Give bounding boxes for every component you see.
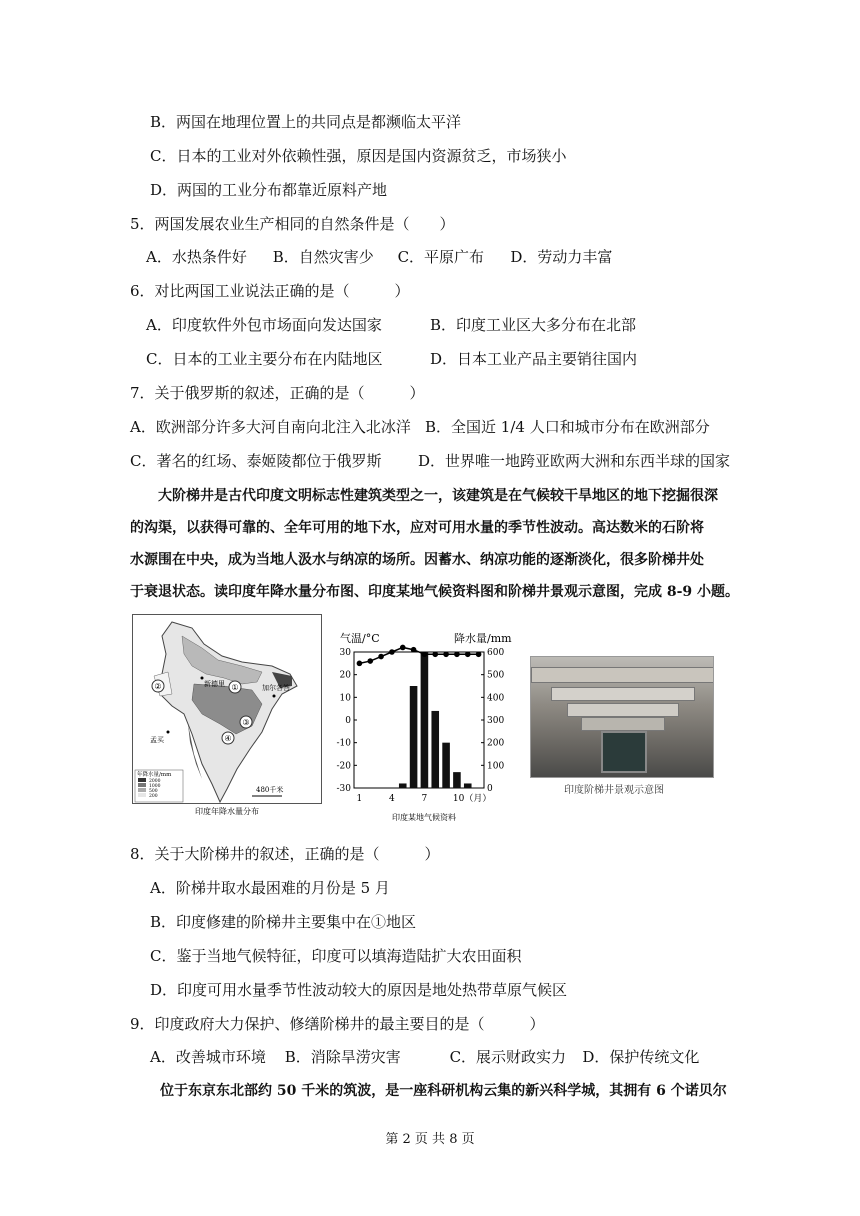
precipitation-bar	[399, 783, 407, 788]
climate-x-tick: 1	[356, 794, 363, 804]
q6-option-b: B．印度工业区大多分布在北部	[430, 316, 637, 334]
map-legend-item: 2000	[149, 779, 161, 784]
precipitation-bar	[410, 686, 418, 788]
precipitation-bar	[421, 652, 429, 788]
q5-option: A．水热条件好	[146, 248, 247, 266]
q9-option: B．消除旱涝灾害	[284, 1048, 401, 1066]
q8-option-b: B．印度修建的阶梯井主要集中在①地区	[150, 913, 417, 931]
map-label-delhi: 新德里	[204, 680, 225, 688]
temperature-point	[411, 647, 417, 653]
temperature-point	[367, 658, 373, 664]
q9-options	[150, 1047, 699, 1067]
temperature-point	[454, 651, 460, 657]
climate-x-tick: 4	[389, 794, 395, 804]
q5-options	[146, 247, 612, 267]
temperature-line	[359, 647, 478, 663]
temperature-point	[443, 651, 449, 657]
map-label-mumbai: 孟买	[150, 736, 164, 744]
map-region-3: ③	[242, 718, 250, 727]
stepwell-photo	[530, 656, 714, 778]
climate-left-tick: 20	[339, 670, 351, 681]
climate-right-axis-title: 降水量/mm	[454, 632, 512, 645]
map-region-2: ②	[154, 682, 162, 691]
q7-option-c: C．著名的红场、泰姬陵都位于俄罗斯	[130, 452, 382, 470]
q9-option: A．改善城市环境	[150, 1048, 266, 1066]
temperature-point	[400, 645, 406, 651]
q4-option-c: C．日本的工业对外依赖性强，原因是国内资源贫乏，市场狭小	[150, 147, 567, 165]
temperature-point	[357, 661, 363, 667]
climate-right-tick: 400	[487, 693, 505, 704]
temperature-point	[389, 649, 395, 655]
climate-right-tick: 100	[487, 761, 505, 772]
q6-option-a: A．印度软件外包市场面向发达国家	[146, 316, 382, 334]
stepwell-caption: 印度阶梯井景观示意图	[564, 785, 664, 796]
map-region-1: ①	[231, 683, 239, 692]
climate-left-tick: 10	[339, 693, 351, 704]
map-label-kolkata: 加尔各答	[262, 684, 290, 692]
q6-stem: 6．对比两国工业说法正确的是（ ）	[130, 282, 410, 300]
passage-line: 的沟渠，以获得可靠的、全年可用的地下水，应对可用水量的季节性波动。高达数米的石阶将	[130, 520, 704, 536]
passage-line: 水源围在中央，成为当地人汲水与纳凉的场所。因蓄水、纳凉功能的逐渐淡化，很多阶梯井处	[130, 552, 704, 568]
q6-option-c: C．日本的工业主要分布在内陆地区	[146, 350, 383, 368]
q9-option: D．保护传统文化	[582, 1048, 700, 1066]
passage2-line: 位于东京东北部约 50 千米的筑波，是一座科研机构云集的新兴科学城，其拥有 6 个诺贝尔	[160, 1083, 727, 1099]
map-legend-item: 500	[149, 789, 158, 794]
q5-stem: 5．两国发展农业生产相同的自然条件是（ ）	[130, 215, 455, 233]
precipitation-bar	[431, 711, 439, 788]
passage-line: 大阶梯井是古代印度文明标志性建筑类型之一，该建筑是在气候较干旱地区的地下挖掘很深	[158, 488, 718, 504]
q9-stem: 9．印度政府大力保护、修缮阶梯井的最主要目的是（ ）	[130, 1015, 545, 1033]
climate-left-tick: -30	[336, 784, 351, 794]
climate-plot-frame	[354, 652, 484, 788]
q4-option-b: B．两国在地理位置上的共同点是都濒临太平洋	[150, 113, 462, 131]
q8-option-d: D．印度可用水量季节性波动较大的原因是地处热带草原气候区	[150, 981, 568, 999]
climate-x-tick: 10（月）	[452, 794, 492, 804]
q7-stem: 7．关于俄罗斯的叙述，正确的是（ ）	[130, 384, 425, 402]
q8-stem: 8．关于大阶梯井的叙述，正确的是（ ）	[130, 845, 440, 863]
q5-option: B．自然灾害少	[272, 248, 374, 266]
climate-x-tick: 7	[421, 794, 428, 804]
page-footer: 第 2 页 共 8 页	[385, 1132, 475, 1147]
climate-right-tick: 200	[487, 738, 505, 749]
map-region-4: ④	[224, 734, 232, 743]
climate-caption: 印度某地气候资料	[392, 813, 456, 822]
temperature-point	[432, 651, 438, 657]
q5-option: D．劳动力丰富	[510, 248, 613, 266]
temperature-point	[422, 651, 428, 657]
q6-option-d: D．日本工业产品主要销往国内	[430, 350, 638, 368]
climate-left-tick: 0	[345, 716, 351, 726]
climate-left-tick: -10	[336, 738, 351, 749]
climate-right-tick: 600	[487, 648, 505, 658]
temperature-point	[378, 654, 384, 660]
q8-option-c: C．鉴于当地气候特征，印度可以填海造陆扩大农田面积	[150, 947, 522, 965]
climate-right-tick: 500	[487, 670, 505, 681]
climate-left-axis-title: 气温/°C	[340, 632, 380, 645]
map-legend-title: 年降水量/mm	[137, 772, 172, 778]
climate-left-tick: -20	[336, 761, 351, 772]
climate-left-tick: 30	[339, 648, 351, 658]
q7-option-a: A．欧洲部分许多大河自南向北注入北冰洋	[130, 418, 411, 436]
map-legend-item: 1000	[149, 784, 161, 789]
map-caption: 印度年降水量分布	[195, 807, 259, 816]
q9-option: C．展示财政实力	[449, 1048, 567, 1066]
precipitation-bar	[442, 743, 450, 788]
q8-option-a: A．阶梯井取水最困难的月份是 5 月	[150, 879, 390, 897]
india-precipitation-map	[132, 614, 322, 816]
map-scale: 480千米	[256, 786, 284, 794]
passage-line: 于衰退状态。读印度年降水量分布图、印度某地气候资料图和阶梯井景观示意图，完成 8-9 小题。	[130, 584, 740, 600]
climate-right-tick: 0	[487, 784, 493, 794]
precipitation-bar	[453, 772, 461, 788]
q7-option-b: B．全国近 1/4 人口和城市分布在欧洲部分	[425, 418, 710, 436]
q4-option-d: D．两国的工业分布都靠近原料产地	[150, 181, 388, 199]
temperature-point	[465, 651, 471, 657]
climate-right-tick: 300	[487, 716, 505, 726]
climate-chart	[324, 628, 524, 824]
map-legend-item: 200	[149, 794, 158, 799]
precipitation-bar	[464, 783, 472, 788]
q5-option: C．平原广布	[397, 248, 485, 266]
q7-option-d: D．世界唯一地跨亚欧两大洲和东西半球的国家	[418, 452, 731, 470]
temperature-point	[476, 651, 482, 657]
